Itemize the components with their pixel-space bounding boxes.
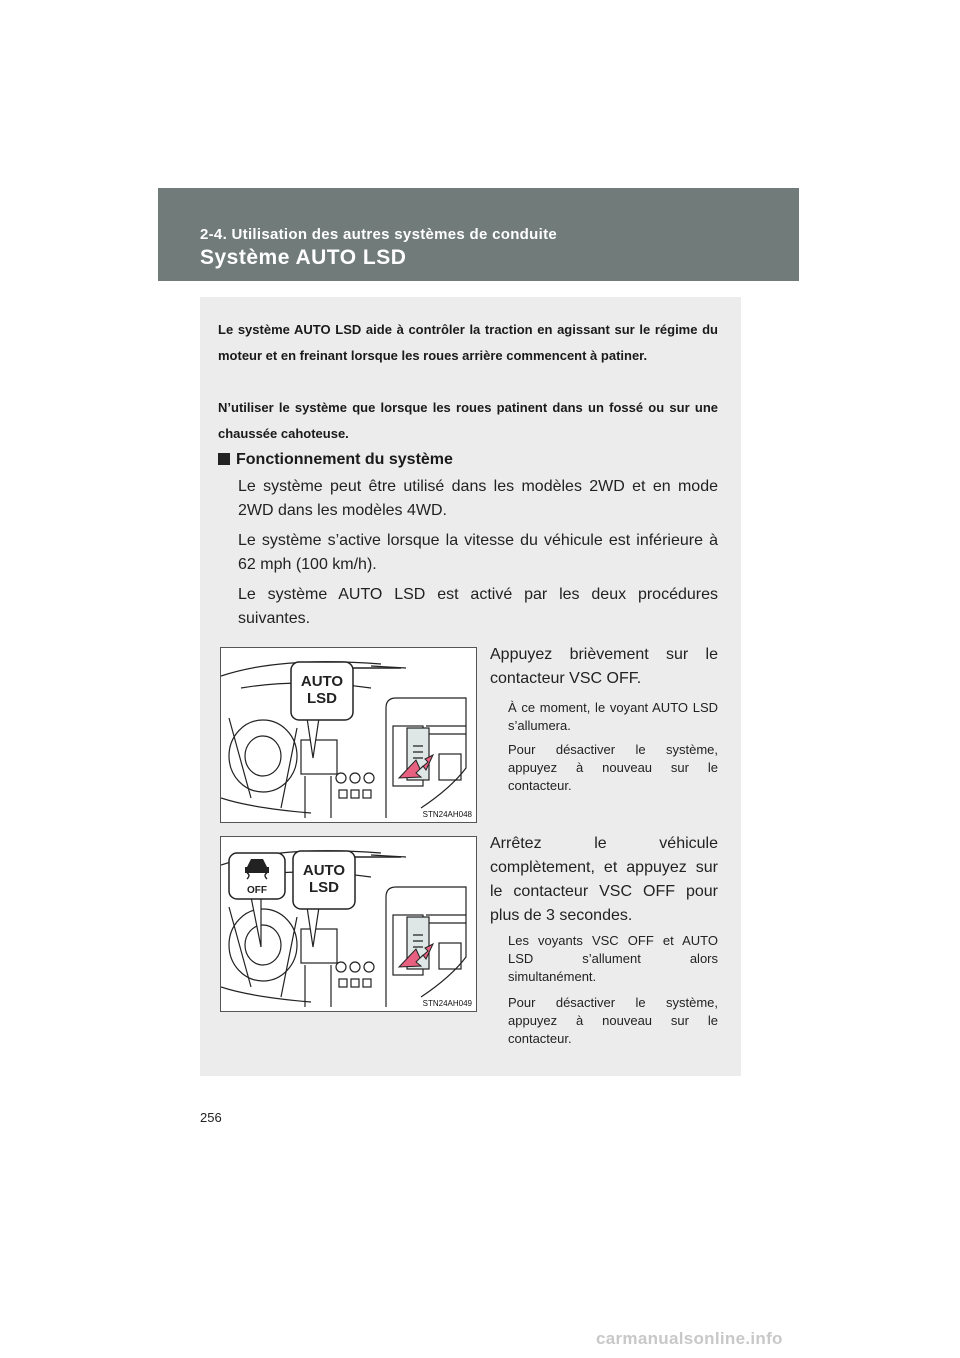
subsection-heading: Fonctionnement du système [218,451,453,469]
intro-paragraph-2: N’utiliser le système que lorsque les roues patinent dans un fossé ou sur une chaussée cahoteuse. [218,400,718,441]
square-bullet-icon [218,453,230,465]
callout-auto: AUTO [300,673,344,690]
body-paragraph-2: Le système s’active lorsque la vitesse du véhicule est inférieure à 62 mph (100 km/h). [238,532,718,573]
off-label: OFF [247,885,267,896]
figure-1 [220,647,477,823]
step-1-note-1: À ce moment, le voyant AUTO LSD s’allumera. [508,700,718,733]
step-2-note-2: Pour désactiver le système, appuyez à nouveau sur le contacteur. [508,995,718,1046]
dashboard-illustration-2 [221,837,476,1011]
body-paragraph-1: Le système peut être utilisé dans les modèles 2WD et en mode 2WD dans les modèles 4WD. [238,478,718,519]
callout-lsd: LSD [307,690,337,707]
page-number: 256 [200,1110,222,1125]
figure-2 [220,836,477,1012]
figure-code: STN24AH048 [422,810,472,819]
body-paragraph-3: Le système AUTO LSD est activé par les deux procédures suivantes. [238,586,718,627]
chapter-header [158,188,799,281]
callout-lsd: LSD [309,879,339,896]
intro-paragraph-1: Le système AUTO LSD aide à contrôler la traction en agissant sur le régime du moteur et en freinant lorsque les roues arrière commencent à patiner. [218,322,718,363]
figure-code: STN24AH049 [422,999,472,1008]
watermark: carmanualsonline.info [596,1329,783,1348]
dashboard-illustration-1 [221,648,476,822]
page-title: Système AUTO LSD [200,246,407,269]
step-2-note-1: Les voyants VSC OFF et AUTO LSD s’allument alors simultanément. [508,933,718,984]
step-1-text: Appuyez brièvement sur le contacteur VSC OFF. [490,646,718,687]
callout-auto: AUTO [302,862,346,879]
step-1-note-2: Pour désactiver le système, appuyez à nouveau sur le contacteur. [508,742,718,793]
section-heading: 2-4. Utilisation des autres systèmes de conduite [200,226,558,243]
step-2-text: Arrêtez le véhicule complètement, et appuyez sur le contacteur VSC OFF pour plus de 3 secondes. [490,835,718,924]
